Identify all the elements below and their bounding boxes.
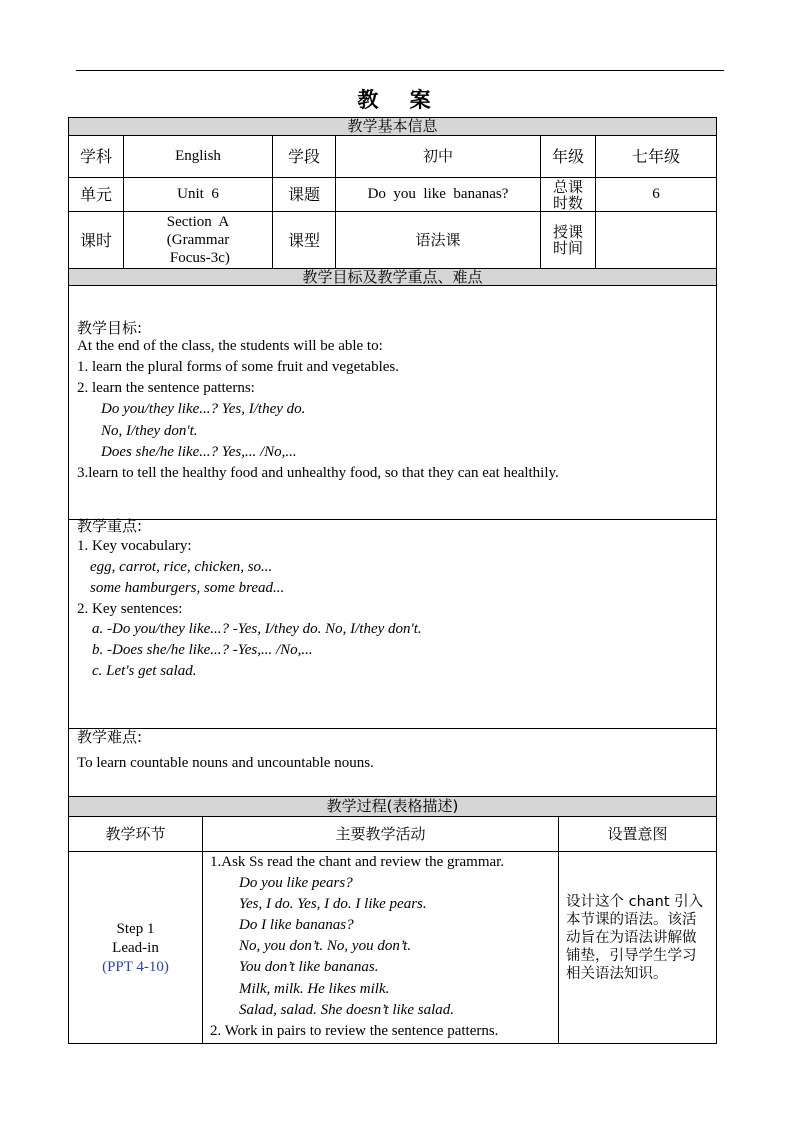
stage-label: 学段 <box>272 135 336 178</box>
col-step-header: 教学环节 <box>68 816 203 852</box>
grade-label: 年级 <box>540 135 596 178</box>
objectives-line: 3.learn to tell the healthy food and unhealthy food, so that they can eat healthily. <box>77 465 559 481</box>
period-value: Section A (Grammar Focus-3c) <box>123 211 273 269</box>
difficulty-title: 教学难点: <box>77 728 143 746</box>
basic-info-header-text: 教学基本信息 <box>347 117 438 135</box>
activity-line: No, you don’t. No, you don’t. <box>239 938 412 954</box>
objectives-line: Does she/he like...? Yes,... /No,... <box>101 444 297 460</box>
topic-value: Do you like bananas? <box>335 177 541 212</box>
activity-line: 1.Ask Ss read the chant and review the grammar. <box>210 854 505 870</box>
subject-label: 学科 <box>68 135 124 178</box>
keypoints-line: some hamburgers, some bread... <box>90 580 285 596</box>
unit-label: 单元 <box>68 177 124 212</box>
goals-header-text: 教学目标及教学重点、难点 <box>302 268 483 286</box>
time-label: 授课 时间 <box>540 211 596 269</box>
page-title: 教 案 <box>357 88 443 112</box>
step1-ppt-ref: (PPT 4-10) <box>102 959 169 975</box>
total-value: 6 <box>595 177 717 212</box>
activity-line: You don’t like bananas. <box>239 959 379 975</box>
goals-header <box>68 268 717 286</box>
activity-line: Do you like pears? <box>239 875 353 891</box>
keypoints-title: 教学重点: <box>77 517 143 535</box>
keypoints-line: 2. Key sentences: <box>77 601 183 617</box>
activity-line: Do I like bananas? <box>239 917 354 933</box>
topic-label: 课题 <box>272 177 336 212</box>
keypoints-line: a. -Do you/they like...? -Yes, I/they do. No, I/they don't. <box>92 621 422 637</box>
step1-stage: Lead-in <box>112 940 159 956</box>
objectives-line: 1. learn the plural forms of some fruit and vegetables. <box>77 359 399 375</box>
difficulty-text: To learn countable nouns and uncountable nouns. <box>77 755 374 771</box>
basic-info-header <box>68 117 717 136</box>
objectives-title: 教学目标: <box>77 319 143 337</box>
objectives-line: 2. learn the sentence patterns: <box>77 380 255 396</box>
stage-value: 初中 <box>335 135 541 178</box>
keypoints-line: b. -Does she/he like...? -Yes,... /No,... <box>92 642 313 658</box>
objectives-line: No, I/they don't. <box>101 423 198 439</box>
total-label: 总课 时数 <box>540 177 596 212</box>
time-value <box>595 211 717 269</box>
keypoints-line: c. Let's get salad. <box>92 663 197 679</box>
process-header <box>68 796 717 817</box>
header-rule <box>76 70 724 71</box>
period-label: 课时 <box>68 211 124 269</box>
col-intent-header: 设置意图 <box>558 816 717 852</box>
activity-line: Milk, milk. He likes milk. <box>239 981 390 997</box>
process-header-text: 教学过程(表格描述) <box>326 797 459 815</box>
col-activity-header: 主要教学活动 <box>202 816 559 852</box>
keypoints-line: egg, carrot, rice, chicken, so... <box>90 559 273 575</box>
step1-name: Step 1 <box>116 921 155 937</box>
activity-line: 2. Work in pairs to review the sentence patterns. <box>210 1023 499 1039</box>
step1-intent-text: 设计这个 chant 引入本节课的语法。该活动旨在为语法讲解做铺垫，引导学生学习相关语法知识。 <box>566 894 704 982</box>
objectives-line: At the end of the class, the students will be able to: <box>77 338 383 354</box>
activity-line: Yes, I do. Yes, I do. I like pears. <box>239 896 427 912</box>
activity-line: Salad, salad. She doesn’t like salad. <box>239 1002 454 1018</box>
unit-value: Unit 6 <box>123 177 273 212</box>
type-label: 课型 <box>272 211 336 269</box>
grade-value: 七年级 <box>595 135 717 178</box>
objectives-line: Do you/they like...? Yes, I/they do. <box>101 401 306 417</box>
type-value: 语法课 <box>335 211 541 269</box>
keypoints-line: 1. Key vocabulary: <box>77 538 192 554</box>
subject-value: English <box>123 135 273 178</box>
